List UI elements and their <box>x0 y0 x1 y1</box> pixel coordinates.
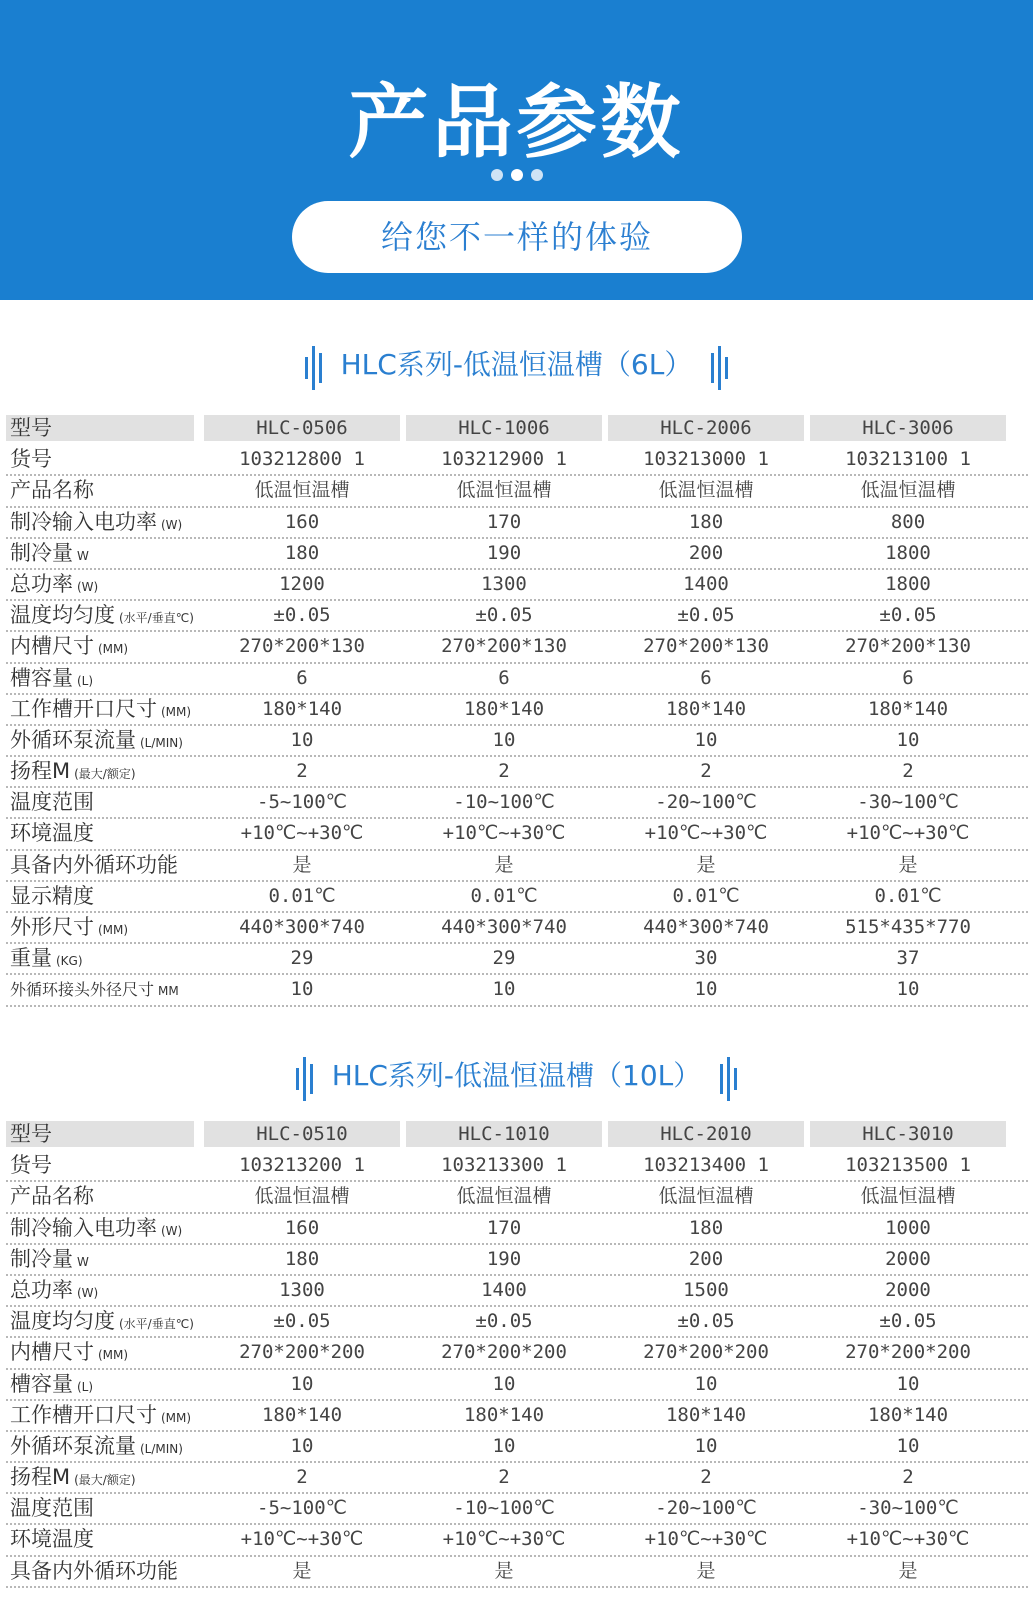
table-row <box>6 664 1028 695</box>
row-label <box>6 944 198 973</box>
table-row <box>6 539 1028 570</box>
row-label-text: 环境温度 <box>10 821 94 846</box>
table-cell: 低温恒温槽 <box>658 1185 754 1208</box>
table-cell: 0.01℃ <box>672 884 740 907</box>
row-label-text: 工作槽开口尺寸 <box>10 696 157 721</box>
bars-right-icon <box>718 1053 739 1099</box>
row-unit: (W) <box>77 579 99 594</box>
table-cell: 180 <box>688 1216 724 1239</box>
table-cell: 1800 <box>885 541 931 564</box>
row-label <box>6 445 198 474</box>
table-cell: 是 <box>696 853 716 876</box>
table-cell: -20~100℃ <box>655 791 757 814</box>
table-cell: 是 <box>292 853 312 876</box>
table-cell: 10 <box>694 1372 718 1395</box>
table-row <box>6 944 1028 975</box>
row-unit: (MM) <box>98 642 129 657</box>
row-label <box>6 476 198 505</box>
row-label <box>6 632 198 661</box>
table-row <box>6 1245 1028 1276</box>
bars-right-icon <box>709 342 730 388</box>
row-label <box>6 1121 194 1147</box>
table-cell: ±0.05 <box>879 1310 937 1333</box>
table-cell: 160 <box>284 510 320 533</box>
page-title: 产品参数 <box>348 76 685 169</box>
table-row <box>6 1120 1028 1151</box>
table-cell: 低温恒温槽 <box>860 1185 956 1208</box>
row-label-text: 制冷输入电功率 <box>10 509 157 534</box>
table-cell: 29 <box>492 947 516 970</box>
row-label <box>6 1276 198 1305</box>
row-label-text: 显示精度 <box>10 883 94 908</box>
table-row <box>6 414 1028 445</box>
table-cell: 270*200*130 <box>441 635 567 658</box>
row-unit: W <box>77 548 89 563</box>
row-unit: (KG) <box>56 954 83 969</box>
table-cell: 低温恒温槽 <box>254 1185 350 1208</box>
row-label <box>6 1525 198 1554</box>
table-cell: 1400 <box>481 1278 527 1301</box>
row-label-text: 型号 <box>10 1122 52 1146</box>
row-label <box>6 1338 198 1367</box>
table-cell: 是 <box>898 1559 918 1582</box>
table-cell: 180*140 <box>261 1403 343 1426</box>
table-row <box>6 476 1028 507</box>
table-cell: +10℃~+30℃ <box>240 822 364 845</box>
table-cell: 10 <box>290 728 314 751</box>
row-unit: (MM) <box>98 1348 129 1363</box>
row-label <box>6 1463 198 1492</box>
row-label <box>6 1182 198 1211</box>
row-label <box>6 1557 198 1586</box>
table-cell: HLC-2006 <box>608 415 804 441</box>
row-label <box>6 757 198 786</box>
table-cell: 10 <box>896 1434 920 1457</box>
table-row <box>6 1494 1028 1525</box>
table-cell: +10℃~+30℃ <box>846 1528 970 1551</box>
table-cell: 515*435*770 <box>845 916 971 938</box>
table-cell: ±0.05 <box>475 1310 533 1333</box>
row-label-text: 产品名称 <box>10 478 94 503</box>
row-unit: (L/MIN) <box>140 1441 183 1456</box>
row-unit: (MM) <box>161 1410 192 1425</box>
table-cell: 200 <box>688 541 724 564</box>
row-label <box>6 508 198 537</box>
section-title-6l <box>0 339 1033 389</box>
table-cell: 103213500 1 <box>845 1154 971 1177</box>
row-label <box>6 415 194 441</box>
row-label-text: 型号 <box>10 416 52 440</box>
table-cell: 10 <box>290 1434 314 1457</box>
table-cell: 低温恒温槽 <box>658 479 754 502</box>
table-cell: 180*140 <box>665 697 747 720</box>
row-label <box>6 851 198 880</box>
row-unit: (L) <box>77 673 94 688</box>
table-cell: HLC-0510 <box>204 1121 400 1147</box>
table-cell: 170 <box>486 1216 522 1239</box>
row-label <box>6 1432 198 1461</box>
table-cell: -5~100℃ <box>257 1497 347 1520</box>
table-row <box>6 445 1028 476</box>
table-row <box>6 788 1028 819</box>
table-cell: 低温恒温槽 <box>860 479 956 502</box>
bars-left-icon <box>294 1053 315 1099</box>
row-unit: (L) <box>77 1379 94 1394</box>
table-row <box>6 570 1028 601</box>
section-title: HLC系列-低温恒温槽（6L） <box>340 348 693 381</box>
table-cell: 2000 <box>885 1278 931 1301</box>
table-cell: 103213100 1 <box>845 448 971 471</box>
row-label-text: 槽容量 <box>10 665 73 690</box>
table-cell: 270*200*200 <box>239 1341 365 1364</box>
table-cell: 2 <box>700 760 712 783</box>
table-cell: 103213300 1 <box>441 1154 567 1177</box>
table-cell: 6 <box>902 666 914 689</box>
row-unit: (水平/垂直℃) <box>119 611 194 626</box>
section-title: HLC系列-低温恒温槽（10L） <box>331 1059 702 1092</box>
row-label-text: 总功率 <box>10 571 73 596</box>
table-cell: ±0.05 <box>475 604 533 627</box>
table-cell: 440*300*740 <box>441 916 567 938</box>
table-row <box>6 1276 1028 1307</box>
table-cell: 1500 <box>683 1278 729 1301</box>
row-unit: (L/MIN) <box>140 735 183 750</box>
row-label <box>6 664 198 693</box>
table-cell: ±0.05 <box>879 604 937 627</box>
table-cell: 2000 <box>885 1247 931 1270</box>
table-row <box>6 1557 1028 1588</box>
table-cell: ±0.05 <box>677 604 735 627</box>
table-cell: 0.01℃ <box>268 884 336 907</box>
table-cell: 2 <box>498 760 510 783</box>
table-row <box>6 975 1028 1006</box>
table-cell: 180 <box>284 541 320 564</box>
row-label-text: 槽容量 <box>10 1371 73 1396</box>
row-unit: (W) <box>77 1285 99 1300</box>
table-row <box>6 1214 1028 1245</box>
table-cell: -30~100℃ <box>857 1497 959 1520</box>
slogan-pill: 给您不一样的体验 <box>292 201 742 273</box>
table-cell: HLC-1006 <box>406 415 602 441</box>
table-row <box>6 1463 1028 1494</box>
table-cell: ±0.05 <box>273 604 331 627</box>
table-cell: +10℃~+30℃ <box>846 822 970 845</box>
table-cell: 2 <box>296 1466 308 1489</box>
row-label-text: 工作槽开口尺寸 <box>10 1402 157 1427</box>
table-row <box>6 1370 1028 1401</box>
table-cell: 270*200*130 <box>239 635 365 658</box>
row-label-text: 具备内外循环功能 <box>10 1558 178 1583</box>
row-label-text: 外循环泵流量 <box>10 727 136 752</box>
row-label <box>6 1370 198 1399</box>
table-cell: -5~100℃ <box>257 791 347 814</box>
row-label-text: 制冷输入电功率 <box>10 1215 157 1240</box>
table-cell: ±0.05 <box>677 1310 735 1333</box>
table-cell: HLC-1010 <box>406 1121 602 1147</box>
row-label-text: 环境温度 <box>10 1527 94 1552</box>
table-cell: HLC-3006 <box>810 415 1006 441</box>
table-cell: 180*140 <box>867 1403 949 1426</box>
table-cell: 6 <box>296 666 308 689</box>
table-cell: 270*200*200 <box>441 1341 567 1364</box>
table-cell: 10 <box>492 1434 516 1457</box>
table-cell: 103212800 1 <box>239 448 365 471</box>
table-cell: 103213200 1 <box>239 1154 365 1177</box>
table-row <box>6 851 1028 882</box>
row-unit: (水平/垂直℃) <box>119 1317 194 1332</box>
row-label-text: 制冷量 <box>10 540 73 565</box>
dot-icon <box>531 169 543 181</box>
table-cell: 2 <box>902 760 914 783</box>
table-row <box>6 1401 1028 1432</box>
table-row <box>6 1338 1028 1369</box>
table-cell: 是 <box>292 1559 312 1582</box>
table-cell: +10℃~+30℃ <box>240 1528 364 1551</box>
table-cell: 180*140 <box>261 697 343 720</box>
table-row <box>6 882 1028 913</box>
row-label <box>6 1151 198 1180</box>
row-label-text: 温度范围 <box>10 790 94 815</box>
table-cell: -10~100℃ <box>453 1497 555 1520</box>
table-cell: 10 <box>694 978 718 1001</box>
table-cell: +10℃~+30℃ <box>442 822 566 845</box>
table-cell: 低温恒温槽 <box>254 479 350 502</box>
table-cell: 低温恒温槽 <box>456 479 552 502</box>
bars-left-icon <box>303 342 324 388</box>
table-row <box>6 632 1028 663</box>
table-cell: 29 <box>290 947 314 970</box>
row-label <box>6 882 198 911</box>
table-cell: 10 <box>694 1434 718 1457</box>
row-label-text: 外循环泵流量 <box>10 1433 136 1458</box>
row-unit: (最大/额定) <box>74 1473 136 1488</box>
spec-table-6l <box>6 414 1028 1007</box>
table-cell: 2 <box>700 1466 712 1489</box>
row-label-text: 温度均匀度 <box>10 603 115 628</box>
pager-dots <box>0 166 1033 185</box>
table-cell: 10 <box>694 728 718 751</box>
table-cell: -10~100℃ <box>453 791 555 814</box>
dot-icon <box>491 169 503 181</box>
row-label <box>6 1494 198 1523</box>
table-cell: 1000 <box>885 1216 931 1239</box>
table-cell: 180*140 <box>463 697 545 720</box>
row-unit: (MM) <box>98 923 129 937</box>
row-label-text: 产品名称 <box>10 1184 94 1209</box>
table-row <box>6 601 1028 632</box>
table-cell: 180*140 <box>463 1403 545 1426</box>
table-cell: 103212900 1 <box>441 448 567 471</box>
row-label-text: 内槽尺寸 <box>10 634 94 659</box>
row-label-text: 外形尺寸 <box>10 915 94 939</box>
table-cell: 10 <box>896 1372 920 1395</box>
table-cell: 0.01℃ <box>470 884 538 907</box>
table-cell: 是 <box>696 1559 716 1582</box>
table-cell: 10 <box>896 978 920 1001</box>
table-cell: 10 <box>290 1372 314 1395</box>
table-cell: 2 <box>498 1466 510 1489</box>
table-cell: 200 <box>688 1247 724 1270</box>
row-unit: (MM) <box>161 704 192 719</box>
table-cell: 160 <box>284 1216 320 1239</box>
table-cell: 180 <box>284 1247 320 1270</box>
table-cell: HLC-0506 <box>204 415 400 441</box>
table-cell: 440*300*740 <box>643 916 769 938</box>
row-label <box>6 913 198 942</box>
table-cell: 270*200*200 <box>643 1341 769 1364</box>
row-label-text: 外循环接头外径尺寸 <box>10 980 155 1000</box>
row-label-text: 重量 <box>10 946 52 971</box>
table-cell: 1200 <box>279 572 325 595</box>
table-cell: 180*140 <box>867 697 949 720</box>
table-cell: 1400 <box>683 572 729 595</box>
table-cell: 190 <box>486 1247 522 1270</box>
table-cell: 10 <box>492 978 516 1001</box>
row-label-text: 扬程M <box>10 759 71 784</box>
row-label <box>6 1307 198 1336</box>
row-label <box>6 570 198 599</box>
table-cell: 6 <box>498 666 510 689</box>
table-cell: 10 <box>492 728 516 751</box>
table-cell: 30 <box>694 947 718 970</box>
table-row <box>6 1525 1028 1556</box>
banner <box>0 0 1033 300</box>
table-cell: +10℃~+30℃ <box>442 1528 566 1551</box>
table-row <box>6 1307 1028 1338</box>
table-cell: 37 <box>896 947 920 970</box>
row-label <box>6 788 198 817</box>
row-unit: (W) <box>161 517 183 532</box>
table-cell: ±0.05 <box>273 1310 331 1333</box>
table-row <box>6 819 1028 850</box>
table-cell: 1800 <box>885 572 931 595</box>
section-title-10l <box>0 1050 1033 1100</box>
table-row <box>6 1432 1028 1463</box>
table-cell: 10 <box>290 978 314 1001</box>
table-cell: 2 <box>296 760 308 783</box>
table-cell: 是 <box>494 1559 514 1582</box>
table-cell: 是 <box>898 853 918 876</box>
row-label-text: 货号 <box>10 1153 52 1178</box>
table-cell: 170 <box>486 510 522 533</box>
table-cell: 440*300*740 <box>239 916 365 938</box>
table-row <box>6 913 1028 944</box>
table-cell: HLC-2010 <box>608 1121 804 1147</box>
row-label-text: 制冷量 <box>10 1246 73 1271</box>
row-label <box>6 1401 198 1430</box>
table-cell: -20~100℃ <box>655 1497 757 1520</box>
table-cell: 1300 <box>279 1278 325 1301</box>
table-cell: +10℃~+30℃ <box>644 822 768 845</box>
table-cell: 103213000 1 <box>643 448 769 471</box>
row-label-text: 货号 <box>10 447 52 472</box>
row-label <box>6 819 198 848</box>
row-label <box>6 695 198 724</box>
table-row <box>6 508 1028 539</box>
table-cell: 270*200*130 <box>643 635 769 658</box>
table-cell: 1300 <box>481 572 527 595</box>
table-cell: 190 <box>486 541 522 564</box>
table-row <box>6 1151 1028 1182</box>
table-cell: 2 <box>902 1466 914 1489</box>
table-cell: 10 <box>492 1372 516 1395</box>
row-unit: (W) <box>161 1223 183 1238</box>
table-cell: -30~100℃ <box>857 791 959 814</box>
table-cell: 10 <box>896 728 920 751</box>
row-label <box>6 1245 198 1274</box>
row-label-text: 具备内外循环功能 <box>10 852 178 877</box>
table-cell: 0.01℃ <box>874 884 942 907</box>
dot-icon <box>511 169 523 181</box>
table-cell: 180*140 <box>665 1403 747 1426</box>
table-cell: 103213400 1 <box>643 1154 769 1177</box>
row-unit: (最大/额定) <box>74 767 136 782</box>
table-row <box>6 1182 1028 1213</box>
table-cell: 270*200*200 <box>845 1341 971 1364</box>
table-row <box>6 695 1028 726</box>
row-label-text: 温度均匀度 <box>10 1309 115 1334</box>
row-label-text: 内槽尺寸 <box>10 1340 94 1365</box>
table-cell: +10℃~+30℃ <box>644 1528 768 1551</box>
row-label-text: 总功率 <box>10 1277 73 1302</box>
table-cell: 低温恒温槽 <box>456 1185 552 1208</box>
row-label <box>6 539 198 568</box>
row-label <box>6 975 198 1004</box>
spec-table-10l <box>6 1120 1028 1588</box>
table-cell: HLC-3010 <box>810 1121 1006 1147</box>
row-label <box>6 726 198 755</box>
table-cell: 180 <box>688 510 724 533</box>
row-unit: MM <box>158 984 179 999</box>
row-label-text: 扬程M <box>10 1465 71 1490</box>
row-label <box>6 601 198 630</box>
table-cell: 6 <box>700 666 712 689</box>
table-cell: 270*200*130 <box>845 635 971 658</box>
row-label <box>6 1214 198 1243</box>
table-cell: 800 <box>890 510 926 533</box>
table-row <box>6 757 1028 788</box>
row-label-text: 温度范围 <box>10 1496 94 1521</box>
table-cell: 是 <box>494 853 514 876</box>
table-row <box>6 726 1028 757</box>
row-unit: W <box>77 1254 89 1269</box>
